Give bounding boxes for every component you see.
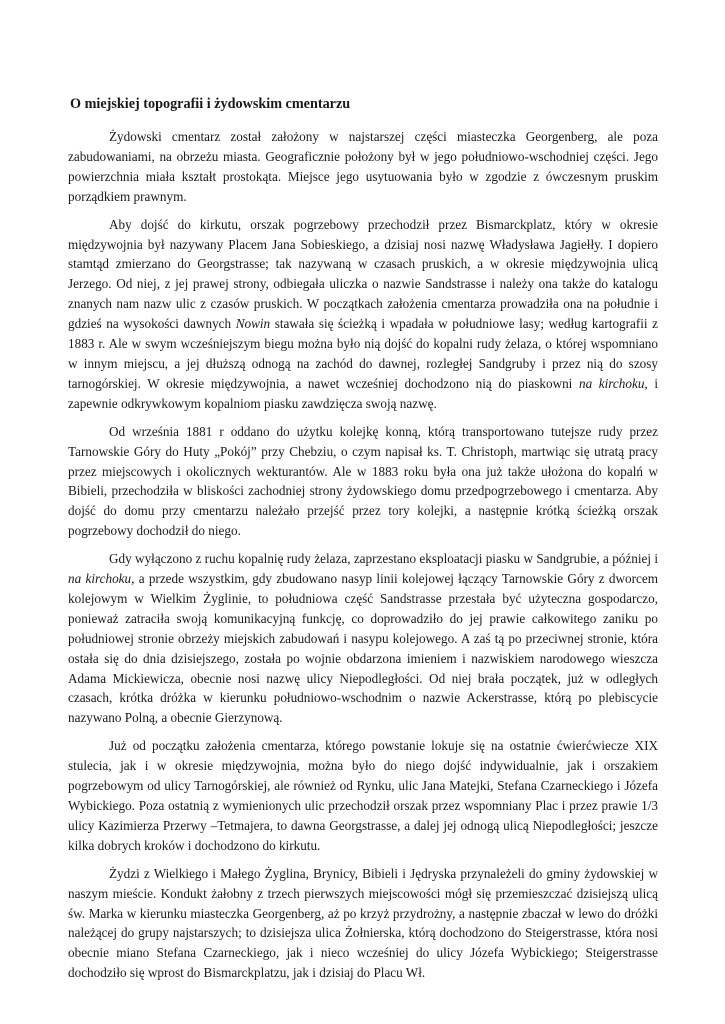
text-run: Od września 1881 r oddano do użytku kolejkę konną, którą transportowano tutejsze rudy przez Tarnowskie Góry do Huty „Pokój” przy Chebziu, o czym napisał ks. T. Christoph, martwiąc się utratą pracy przez miejscowych i okolicznych wekturantów. Ale w 1883 roku była ona już także ułożona do kopalń w Bibieli, przechodziła w bliskości zachodniej strony żydowskiego domu przedpogrzebowego i cmentarza. Aby dojść do domu przy cmentarzu należało przejść przez tory kolejki, a następnie krótką ścieżką orszak pogrzebowy dochodził do niego. [68, 423, 658, 539]
text-run: , i zapewnie odkrywkowym kopalniom piasku zawdzięcza swoją nazwę. [68, 375, 658, 411]
text-run: Gdy wyłączono z ruchu kopalnię rudy żelaza, zaprzestano eksploatacji piasku w Sandgrubie, a później i [109, 551, 658, 567]
paragraph [68, 422, 658, 541]
paragraph [68, 549, 658, 728]
text-run: Żydowski cmentarz został założony w najstarszej części miasteczka Georgenberg, ale poza zabudowaniami, na obrzeżu miasta. Geograficznie położony był w jego południowo-wschodniej części. Jego powierzchnia miała kształt prostokąta. Miejsce jego usytuowania było w zgodzie z ówczesnym pruskim porządkiem prawnym. [68, 129, 658, 204]
document-body [68, 127, 658, 983]
italic-text-run: na kirchoku [68, 571, 132, 587]
paragraph [68, 864, 658, 983]
italic-text-run: na kirchoku [578, 375, 645, 391]
page-title: O miejskiej topografii i żydowskim cmentarzu [70, 96, 351, 112]
text-run: Już od początku założenia cmentarza, którego powstanie lokuje się na ostatnie ćwierćwiecze XIX stulecia, jak i w okresie międzywojnia, można było do niego dojść indywidualnie, jak i orszakiem pogrzebowym od ulicy Tarnogórskiej, ale również od Rynku, ulic Jana Matejki, Stefana Czarneckiego i Józefa Wybickiego. Poza ostatnią z wymienionych ulic przechodził orszak przez wspomniany Plac i przez prawie 1/3 ulicy Kazimierza Przerwy –Tetmajera, to dawna Georgstrasse, a dalej jej odnogą ulicą Niepodległości; jeszcze kilka dobrych kroków i dochodzono do kirkutu. [68, 738, 658, 853]
text-run: Aby dojść do kirkutu, orszak pogrzebowy przechodził przez Bismarckplatz, który w okresie międzywojnia był nazywany Placem Jana Sobieskiego, a dzisiaj nosi nazwę Władysława Jagiełły. I dopiero stamtąd zmierzano do Georgstrasse; tak nazywaną w czasach pruskich, a w okresie międzywojnia ulicą Jerzego. Od niej, z jej prawej strony, odbiegała uliczka o nazwie Sandstrasse i należy ona także do katalogu znanych nam nazw ulic z czasów pruskich. W początkach założenia cmentarza prowadziła ona na południe i gdzieś na wysokości dawnych [68, 216, 658, 332]
text-run: , a przede wszystkim, gdy zbudowano nasyp linii kolejowej łączący Tarnowskie Góry z dworcem kolejowym w Wielkim Żyglinie, to południowa część Sandstrasse przestała być użyteczna gospodarczo, ponieważ zatraciła swoją komunikacyjną funkcję, co doprowadziło do jej prawie całkowitego zaniku po południowej stronie obrzeży miejskich zabudowań i nasypu kolejowego. A zaś tą po przeciwnej stronie, która ostała się do dnia dzisiejszego, została po wojnie obdarzona imieniem i nazwiskiem narodowego wieszcza Adama Mickiewicza, obecnie nosi nazwę ulicy Niepodległości. Od niej brała początek, już w odległych czasach, krótka dróżka w kierunku południowo-wschodnim o nazwie Ackerstrasse, którą po plebiscycie nazywano Polną, a obecnie Gierzynową. [68, 571, 658, 726]
italic-text-run: Nowin [235, 316, 271, 332]
document-content [68, 95, 658, 991]
text-run: Żydzi z Wielkiego i Małego Żyglina, Brynicy, Bibieli i Jędryska przynależeli do gminy żydowskiej w naszym mieście. Kondukt żałobny z trzech pierwszych miejscowości mógł się przemieszczać dzisiejszą ulicą św. Marka w kierunku miasteczka Georgenberg, aż po krzyż przydrożny, a następnie zbaczał w lewo do dróżki należącej do grupy najstarszych; to dzisiejsza ulica Żołnierska, którą dochodzono do Steigerstrasse, która nosi obecnie miano Stefana Czarneckiego, jak i nieco wcześniej do ulicy Józefa Wybickiego; Steigerstrasse dochodziło się wprost do Bismarckplatzu, jak i dzisiaj do Placu Wł. [68, 865, 658, 981]
paragraph [68, 215, 658, 414]
paragraph [68, 736, 658, 855]
text-run: stawała się ścieżką i wpadała w południowe lasy; według kartografii z 1883 r. Ale w swym wcześniejszym biegu można było nią dojść do kopalni rudy żelaza, o której wspomniano w innym miejscu, a jej dłuższą odnogą na zachód do dawnej, rozległej Sandgruby i przez nią do szosy tarnogórskiej. W okresie międzywojnia, a nawet wcześniej dochodzono nią do piaskowni [68, 316, 659, 391]
paragraph [68, 127, 658, 207]
